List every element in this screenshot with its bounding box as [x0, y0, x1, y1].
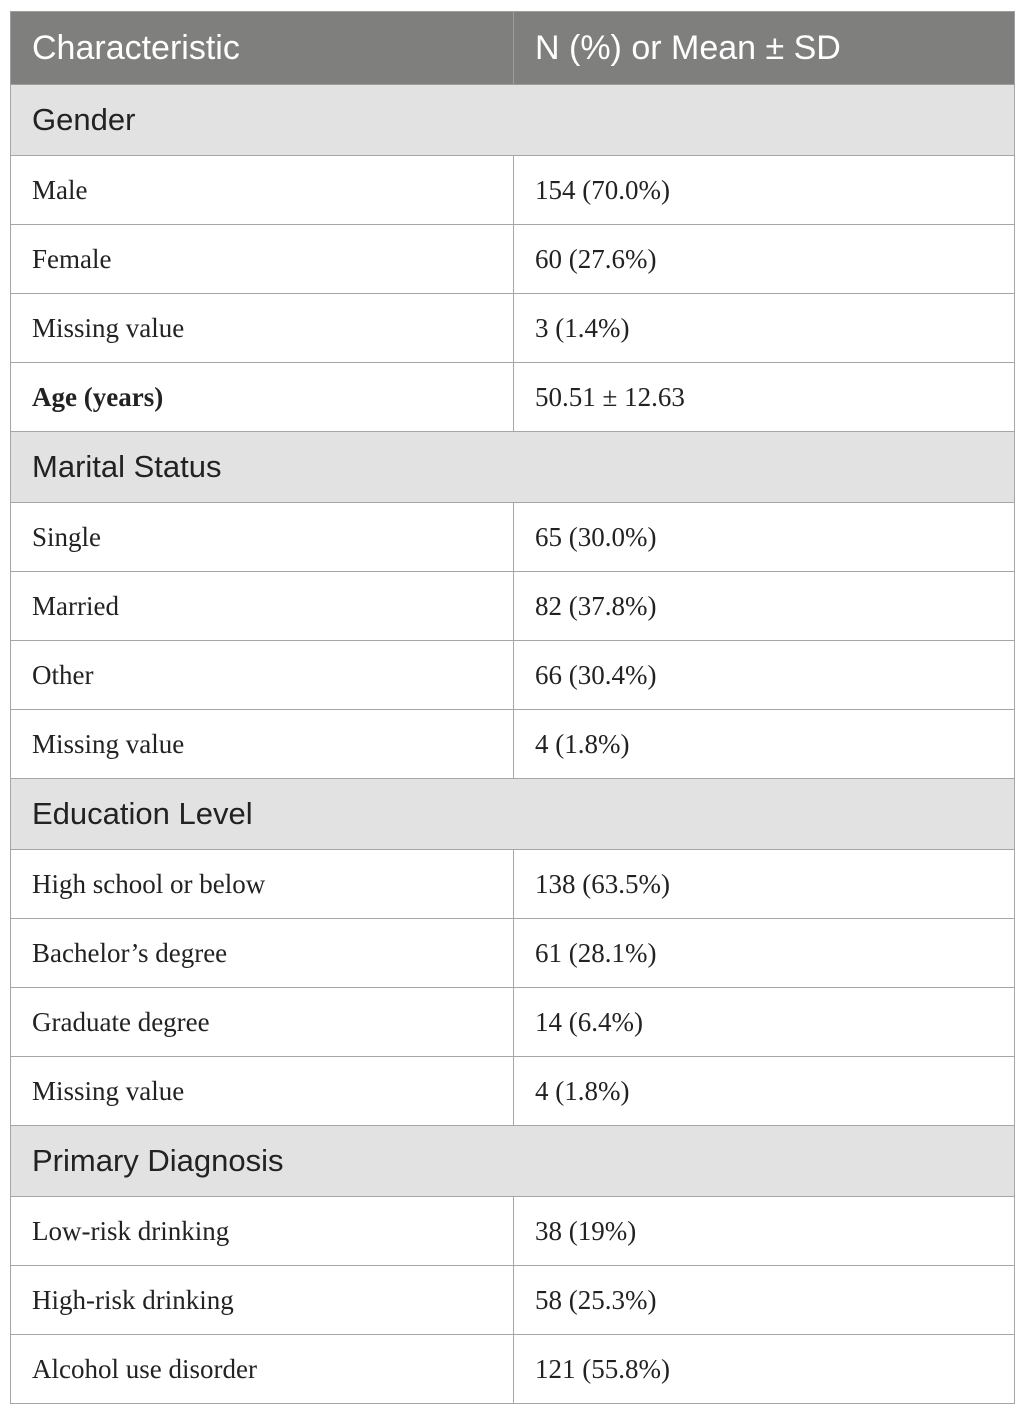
- table-row: [11, 850, 1015, 919]
- table-row-age: [11, 363, 1015, 432]
- table-row: [11, 572, 1015, 641]
- row-label: Single: [11, 503, 514, 572]
- section-title: Primary Diagnosis: [11, 1126, 1015, 1197]
- row-label: Married: [11, 572, 514, 641]
- row-value: 4 (1.8%): [514, 710, 1015, 779]
- row-label: Other: [11, 641, 514, 710]
- row-label: Low-risk drinking: [11, 1197, 514, 1266]
- section-row-education-level: [11, 779, 1015, 850]
- row-label: Missing value: [11, 710, 514, 779]
- row-label: Male: [11, 156, 514, 225]
- section-row-marital-status: [11, 432, 1015, 503]
- row-value: 61 (28.1%): [514, 919, 1015, 988]
- table-row: [11, 1057, 1015, 1126]
- table-row: [11, 988, 1015, 1057]
- row-label: Age (years): [11, 363, 514, 432]
- row-label: Female: [11, 225, 514, 294]
- table-row: [11, 919, 1015, 988]
- row-label: Graduate degree: [11, 988, 514, 1057]
- table-row: [11, 156, 1015, 225]
- table-row: [11, 710, 1015, 779]
- row-value: 50.51 ± 12.63: [514, 363, 1015, 432]
- row-value: 65 (30.0%): [514, 503, 1015, 572]
- row-label: Bachelor’s degree: [11, 919, 514, 988]
- row-value: 82 (37.8%): [514, 572, 1015, 641]
- characteristics-table-container: [10, 11, 1014, 1404]
- table-row: [11, 225, 1015, 294]
- row-value: 66 (30.4%): [514, 641, 1015, 710]
- row-label: Alcohol use disorder: [11, 1335, 514, 1404]
- row-value: 138 (63.5%): [514, 850, 1015, 919]
- section-row-gender: [11, 85, 1015, 156]
- row-label: High school or below: [11, 850, 514, 919]
- table-row: [11, 503, 1015, 572]
- row-value: 14 (6.4%): [514, 988, 1015, 1057]
- row-value: 58 (25.3%): [514, 1266, 1015, 1335]
- header-value: N (%) or Mean ± SD: [514, 12, 1015, 85]
- row-value: 121 (55.8%): [514, 1335, 1015, 1404]
- table-header-row: [11, 12, 1015, 85]
- section-title: Gender: [11, 85, 1015, 156]
- table-row: [11, 1197, 1015, 1266]
- row-value: 154 (70.0%): [514, 156, 1015, 225]
- characteristics-table: [10, 11, 1015, 1404]
- table-row: [11, 294, 1015, 363]
- row-value: 60 (27.6%): [514, 225, 1015, 294]
- row-label: High-risk drinking: [11, 1266, 514, 1335]
- row-value: 4 (1.8%): [514, 1057, 1015, 1126]
- table-row: [11, 1335, 1015, 1404]
- section-title: Marital Status: [11, 432, 1015, 503]
- row-label: Missing value: [11, 294, 514, 363]
- table-row: [11, 1266, 1015, 1335]
- row-value: 38 (19%): [514, 1197, 1015, 1266]
- row-value: 3 (1.4%): [514, 294, 1015, 363]
- table-row: [11, 641, 1015, 710]
- section-title: Education Level: [11, 779, 1015, 850]
- header-characteristic: Characteristic: [11, 12, 514, 85]
- row-label: Missing value: [11, 1057, 514, 1126]
- section-row-primary-diagnosis: [11, 1126, 1015, 1197]
